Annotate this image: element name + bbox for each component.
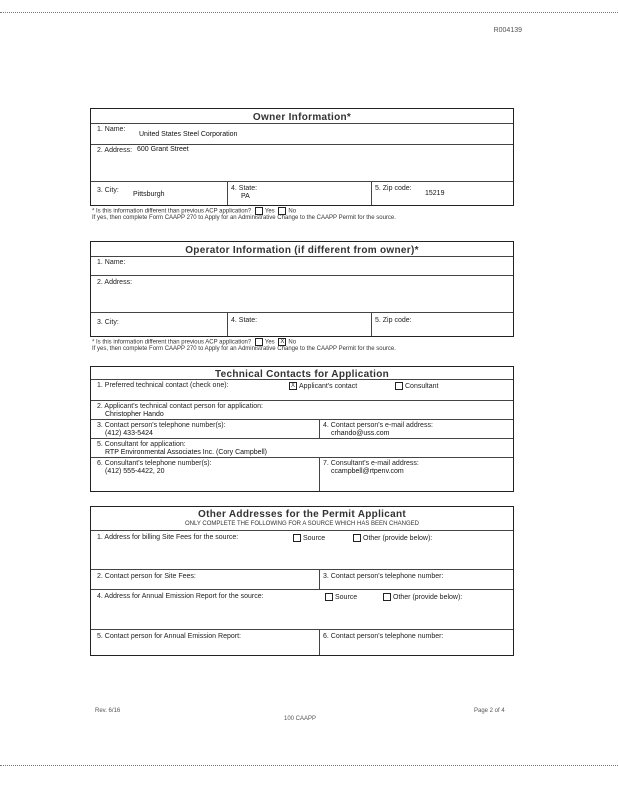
owner-no-checkbox[interactable] [278, 207, 286, 215]
owner-row-divider [91, 123, 513, 124]
annual-source-option [323, 593, 357, 601]
form-number: 100 CAAPP [284, 716, 317, 722]
owner-yes-label: Yes [264, 208, 275, 215]
owner-state-value: PA [241, 193, 250, 200]
owner-address-label: 2. Address: [97, 147, 133, 154]
other-addresses-section [90, 506, 514, 656]
owner-state-label: 4. State: [231, 185, 258, 192]
owner-zip-label: 5. Zip code: [375, 185, 412, 192]
other-header: Other Addresses for the Permit Applicant [198, 509, 406, 520]
owner-yes-checkbox[interactable] [255, 207, 263, 215]
applicant-contact-label: Applicant's contact [299, 382, 358, 390]
consultant-for-label: 5. Consultant for application: [97, 441, 186, 448]
technical-contacts-section [90, 366, 514, 492]
technical-row-divider [91, 457, 513, 458]
consultant-label: Consultant [405, 382, 439, 390]
owner-city-label: 3. City: [97, 187, 119, 194]
contact-phone-label: 3. Contact person's telephone number(s): [97, 422, 226, 429]
applicant-contact-option [287, 382, 357, 390]
operator-change-question [92, 338, 296, 346]
billing-other-checkbox[interactable] [353, 534, 361, 542]
billing-source-label: Source [303, 534, 326, 542]
consultant-email-label: 7. Consultant's e-mail address: [323, 460, 419, 467]
technical-row-divider [91, 438, 513, 439]
billing-other-option [351, 534, 432, 542]
contact-email-label: 4. Contact person's e-mail address: [323, 422, 433, 429]
owner-change-instructions: If yes, then complete Form CAAPP 270 to Apply for an Administrative Change to the CAAPP Permit for the source. [92, 215, 396, 221]
operator-col-divider [227, 312, 228, 336]
applicant-contact-checkbox[interactable]: X [290, 383, 295, 389]
operator-row-divider [91, 256, 513, 257]
sitefee-contact-label: 2. Contact person for Site Fees: [97, 573, 196, 580]
annual-contact-label: 5. Contact person for Annual Emission Report: [97, 633, 241, 640]
operator-information-section [90, 241, 514, 337]
technical-contact-label: 2. Applicant's technical contact person for application: [97, 403, 263, 410]
operator-yes-checkbox[interactable] [255, 338, 263, 346]
owner-address-value: 600 Grant Street [137, 146, 189, 153]
operator-name-label: 1. Name: [97, 259, 126, 266]
billing-source-checkbox[interactable] [293, 534, 301, 542]
annual-source-checkbox[interactable] [325, 593, 333, 601]
technical-contact-value: Christopher Hando [105, 411, 164, 418]
operator-col-divider [371, 312, 372, 336]
annual-phone-label: 6. Contact person's telephone number: [323, 633, 444, 640]
owner-change-question [92, 207, 296, 215]
technical-row-divider [91, 419, 513, 420]
other-row-divider [91, 569, 513, 570]
annual-report-address-label: 4. Address for Annual Emission Report for the source: [97, 593, 264, 600]
consultant-phone-value: (412) 555-4422, 20 [105, 468, 165, 475]
operator-state-label: 4. State: [231, 317, 258, 324]
operator-city-label: 3. City: [97, 319, 119, 326]
owner-no-label: No [288, 208, 297, 215]
top-scan-edge [0, 12, 618, 14]
billing-address-label: 1. Address for billing Site Fees for the source: [97, 534, 239, 541]
technical-col-divider [319, 457, 320, 491]
consultant-option [393, 382, 438, 390]
owner-col-divider [371, 181, 372, 205]
technical-header: Technical Contacts for Application [214, 369, 390, 380]
technical-row-divider [91, 400, 513, 401]
operator-change-instructions: If yes, then complete Form CAAPP 270 to Apply for an Administrative Change to the CAAPP Permit for the source. [92, 346, 396, 352]
bottom-scan-edge [0, 765, 618, 767]
operator-zip-label: 5. Zip code: [375, 317, 412, 324]
owner-zip-value: 15219 [425, 190, 445, 197]
annual-other-option [381, 593, 462, 601]
technical-row-divider [91, 379, 513, 380]
contact-email-value: crhando@uss.com [331, 430, 390, 437]
contact-phone-value: (412) 433-5424 [105, 430, 153, 437]
operator-row-divider [91, 312, 513, 313]
owner-name-label: 1. Name: [97, 126, 126, 133]
owner-city-value: Pittsburgh [133, 191, 165, 198]
owner-row-divider [91, 181, 513, 182]
operator-no-label: No [288, 339, 297, 346]
consultant-for-value: RTP Environmental Associates Inc. (Cory Campbell) [105, 449, 267, 456]
annual-other-label: Other (provide below): [393, 593, 463, 601]
operator-no-checkbox[interactable]: X [280, 339, 285, 345]
annual-source-label: Source [335, 593, 358, 601]
preferred-contact-label: 1. Preferred technical contact (check one): [97, 382, 229, 389]
consultant-email-value: ccampbell@rtpenv.com [331, 468, 404, 475]
consultant-checkbox[interactable] [395, 382, 403, 390]
operator-header: Operator Information (if different from owner)* [185, 245, 419, 256]
other-col-divider [319, 629, 320, 655]
operator-row-divider [91, 275, 513, 276]
billing-other-label: Other (provide below): [363, 534, 433, 542]
consultant-phone-label: 6. Consultant's telephone number(s): [97, 460, 212, 467]
other-col-divider [319, 569, 320, 589]
operator-yes-label: Yes [264, 339, 275, 346]
owner-col-divider [227, 181, 228, 205]
other-subheader: ONLY COMPLETE THE FOLLOWING FOR A SOURCE WHICH HAS BEEN CHANGED [184, 521, 420, 527]
other-row-divider [91, 530, 513, 531]
owner-header: Owner Information* [252, 112, 352, 123]
operator-address-label: 2. Address: [97, 279, 133, 286]
owner-row-divider [91, 144, 513, 145]
annual-other-checkbox[interactable] [383, 593, 391, 601]
other-row-divider [91, 629, 513, 630]
owner-change-note: * Is this information different than previous ACP application? [92, 208, 252, 215]
operator-change-note: * Is this information different than previous ACP application? [92, 339, 252, 346]
revision-label: Rev. 6/16 [95, 708, 121, 714]
technical-col-divider [319, 419, 320, 438]
owner-information-section [90, 108, 514, 206]
other-row-divider [91, 589, 513, 590]
billing-source-option [291, 534, 325, 542]
document-id: R004139 [493, 27, 522, 34]
sitefee-phone-label: 3. Contact person's telephone number: [323, 573, 444, 580]
owner-name-value: United States Steel Corporation [139, 131, 238, 138]
page-number: Page 2 of 4 [474, 708, 505, 714]
